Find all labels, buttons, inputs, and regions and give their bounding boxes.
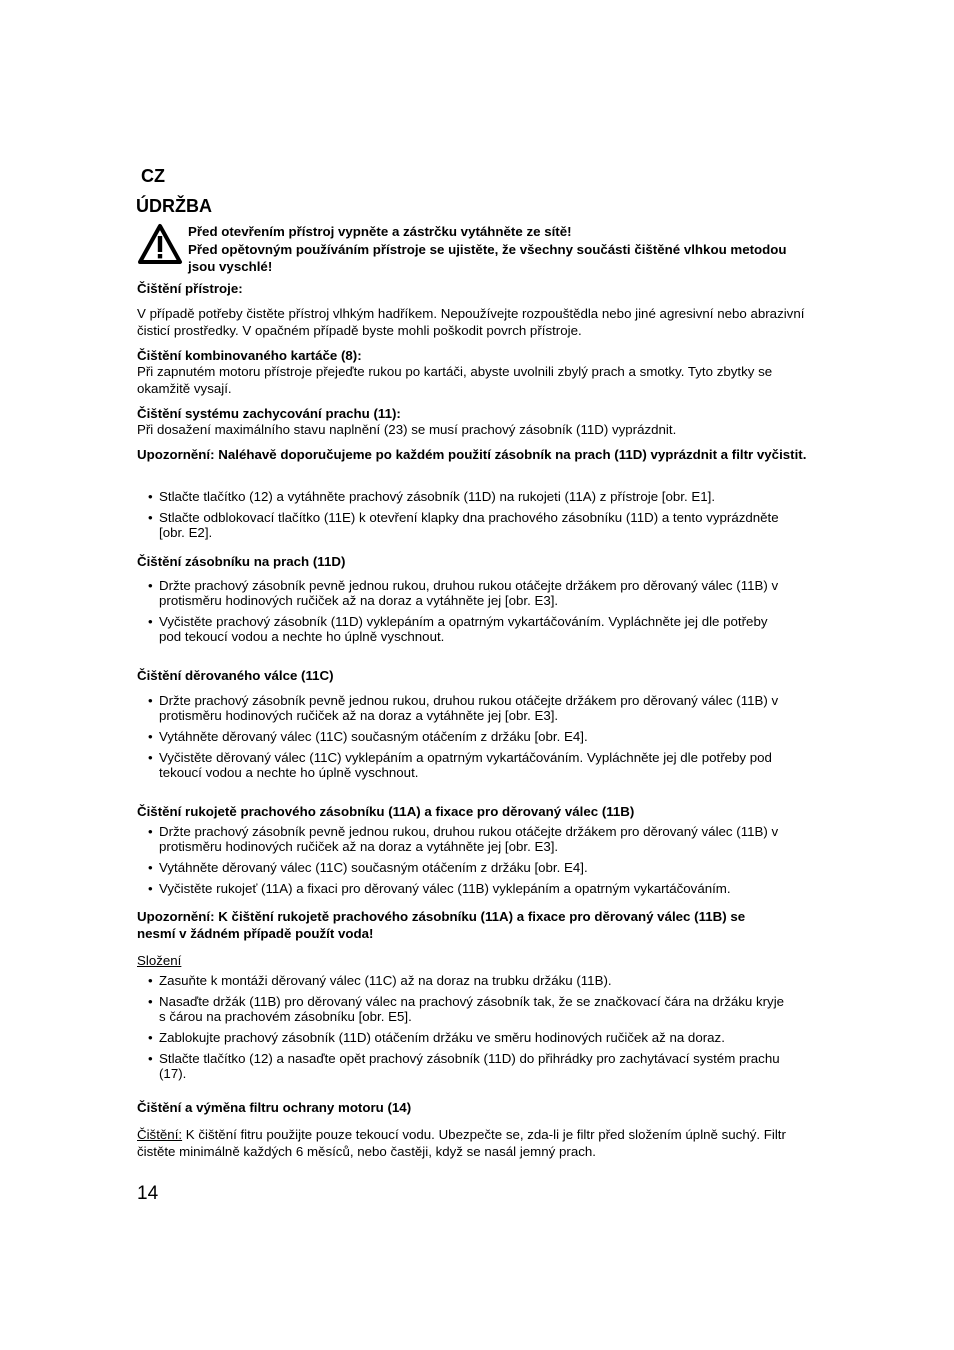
list-item: • Stlačte tlačítko (12) a vytáhněte prachový zásobník (11D) na rukojeti (11A) z přístroje [obr. E1].: [137, 489, 787, 504]
section-heading: Složení: [137, 953, 182, 968]
bullet-list: [137, 973, 787, 1087]
list-item: • Vytáhněte děrovaný válec (11C) současným otáčením z držáku [obr. E4].: [137, 860, 787, 875]
warning-text: [188, 223, 808, 276]
warning-triangle-icon: [137, 223, 183, 265]
list-item: • Nasaďte držák (11B) pro děrovaný válec na prachový zásobník tak, že se značkovací čára na držáku kryje s čárou na prachovém zásobníku [obr. E5].: [137, 994, 787, 1024]
section-heading: Čištění a výměna filtru ochrany motoru (14): [137, 1100, 412, 1115]
paragraph-text: K čištění fitru použijte pouze tekoucí vodu. Ubezpečte se, zda-li je filtr před složením úplně suchý. Filtr čistěte minimálně každých 6 měsíců, nebo častěji, když se nasál jemný prach.: [137, 1127, 786, 1159]
page-title: ÚDRŽBA: [136, 196, 212, 216]
page-number: 14: [137, 1183, 159, 1204]
warning-line-1: Před otevřením přístroj vypněte a zástrčku vytáhněte ze sítě!: [188, 224, 572, 239]
list-item: • Držte prachový zásobník pevně jednou rukou, druhou rukou otáčejte držákem pro děrovaný válec (11B) v protisměru hodinových ručiček až na doraz a vytáhněte jej [obr. E3].: [137, 693, 787, 723]
section-heading: Čištění zásobníku na prach (11D): [137, 554, 346, 569]
list-item: • Držte prachový zásobník pevně jednou rukou, druhou rukou otáčejte držákem pro děrovaný válec (11B) v protisměru hodinových ručiček až na doraz a vytáhněte jej [obr. E3].: [137, 578, 787, 608]
section-heading: Čištění systému zachycování prachu (11):: [137, 406, 401, 421]
section-heading: Čištění rukojetě prachového zásobníku (11A) a fixace pro děrovaný válec (11B): [137, 804, 635, 819]
notice-heading: Upozornění: Naléhavě doporučujeme po každém použití zásobník na prach (11D) vyprázdnit a filtr vyčistit.: [137, 447, 807, 462]
section-heading: Čištění děrovaného válce (11C): [137, 668, 334, 683]
list-item: • Zasuňte k montáži děrovaný válec (11C) až na doraz na trubku držáku (11B).: [137, 973, 787, 988]
section-heading: Čištění přístroje:: [137, 281, 243, 296]
notice-heading: Upozornění: K čištění rukojetě prachového zásobníku (11A) a fixace pro děrovaný válec (11B) se nesmí v žádném případě použít voda!: [137, 909, 746, 941]
warning-line-2: Před opětovným používáním přístroje se ujistěte, že všechny součásti čištěné vlhkou metodou jsou vyschlé!: [188, 241, 787, 274]
list-item: • Zablokujte prachový zásobník (11D) otáčením držáku ve směru hodinových ručiček až na doraz.: [137, 1030, 787, 1045]
section-heading: Čištění kombinovaného kartáče (8):: [137, 348, 362, 363]
bullet-list: [137, 693, 787, 786]
list-item: • Vyčistěte prachový zásobník (11D) vyklepáním a opatrným vykartáčováním. Vypláchněte jej dle potřeby pod tekoucí vodou a nechte ho úplně vyschnout.: [137, 614, 787, 644]
list-item: • Vyčistěte děrovaný válec (11C) vyklepáním a opatrným vykartáčováním. Vypláchněte jej dle potřeby pod tekoucí vodou a nechte ho úplně vyschnout.: [137, 750, 787, 780]
bullet-list: [137, 489, 787, 546]
list-item: • Vytáhněte děrovaný válec (11C) současným otáčením z držáku [obr. E4].: [137, 729, 787, 744]
paragraph: Při zapnutém motoru přístroje přejeďte rukou po kartáči, abyste uvolnili zbylý prach a smotky. Tyto zbytky se okamžitě vysají.: [137, 364, 773, 396]
paragraph: [137, 1126, 827, 1160]
bullet-list: [137, 824, 787, 902]
list-item: • Stlačte odblokovací tlačítko (11E) k otevření klapky dna prachového zásobníku (11D) a tento vyprázdněte [obr. E2].: [137, 510, 787, 540]
bullet-list: [137, 578, 787, 650]
language-code: CZ: [141, 166, 165, 186]
paragraph: Při dosažení maximálního stavu naplnění (23) se musí prachový zásobník (11D) vyprázdnit.: [137, 422, 677, 437]
paragraph: V případě potřeby čistěte přístroj vlhkým hadříkem. Nepoužívejte rozpouštědla nebo jiné agresivní nebo abrazivní čisticí prostředky. V opačném případě byste mohli poškodit povrch přístroje.: [137, 306, 805, 338]
list-item: • Stlačte tlačítko (12) a nasaďte opět prachový zásobník (11D) do přihrádky pro zachytávací systém prachu (17).: [137, 1051, 787, 1081]
inline-label: Čištění:: [137, 1127, 183, 1142]
list-item: • Držte prachový zásobník pevně jednou rukou, druhou rukou otáčejte držákem pro děrovaný válec (11B) v protisměru hodinových ručiček až na doraz a vytáhněte jej [obr. E3].: [137, 824, 787, 854]
list-item: • Vyčistěte rukojeť (11A) a fixaci pro děrovaný válec (11B) vyklepáním a opatrným vykartáčováním.: [137, 881, 787, 896]
